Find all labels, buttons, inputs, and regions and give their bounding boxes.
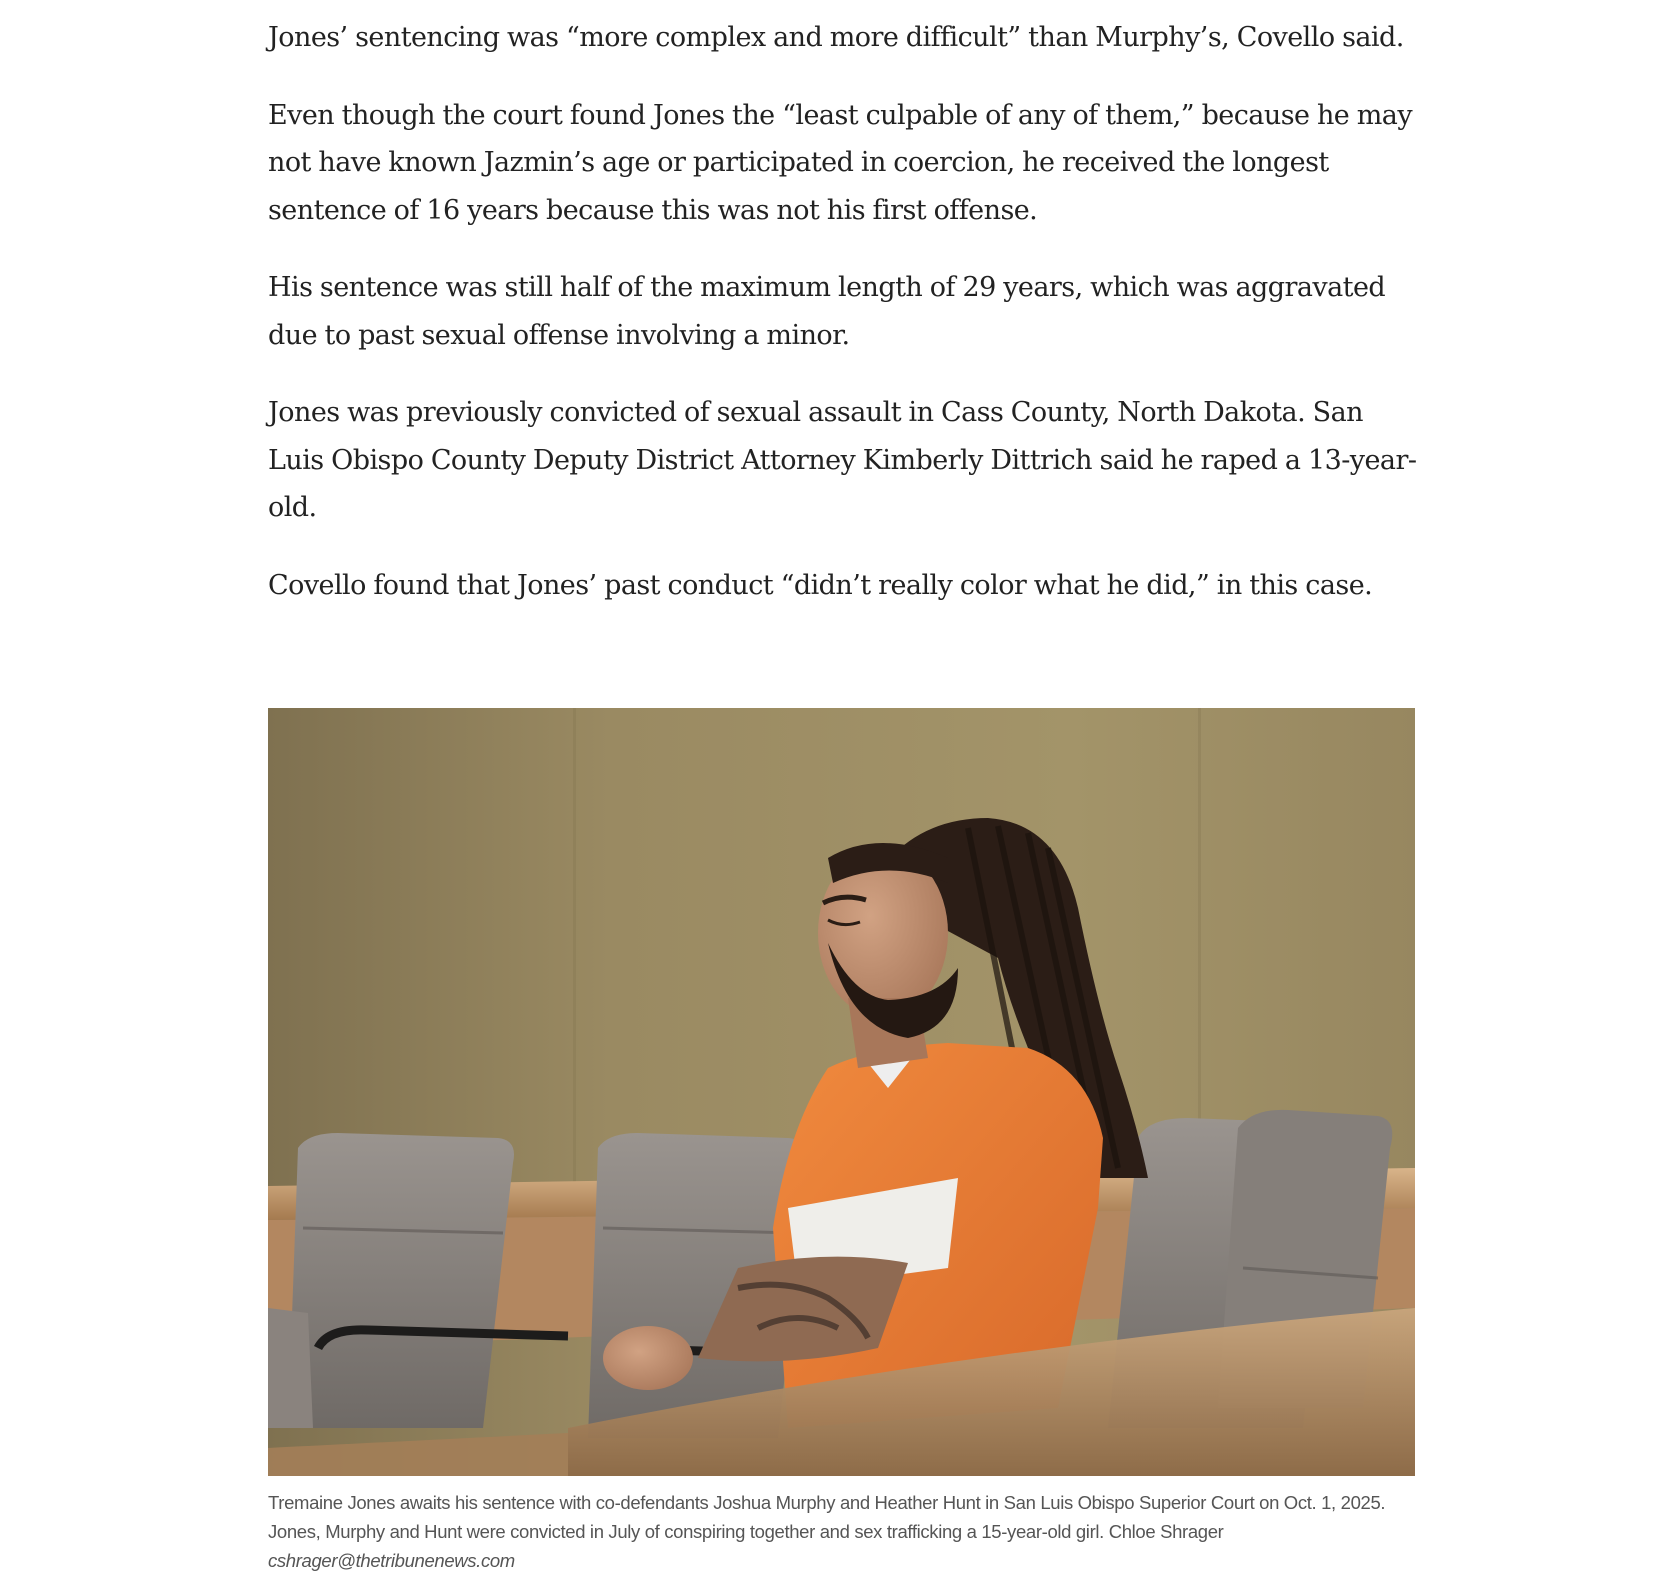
clasped-hands [603, 1326, 693, 1390]
photo-caption [268, 1488, 1393, 1575]
photo-credit-email[interactable]: cshrager@thetribunenews.com [268, 1550, 515, 1571]
article-paragraph: Covello found that Jones’ past conduct “didn’t really color what he did,” in this case. [268, 569, 1373, 601]
courtroom-photo[interactable] [268, 708, 1415, 1476]
article-paragraph: His sentence was still half of the maximum length of 29 years, which was aggravated due to past sexual offense involving a minor. [268, 272, 1386, 351]
article-figure [268, 708, 1415, 1575]
article-body [268, 14, 1418, 609]
chair-back [288, 1133, 514, 1428]
article-paragraph: Even though the court found Jones the “least culpable of any of them,” because he may not have known Jazmin’s age or participated in coercion, he received the longest sentence of 16 years because this was not his first offense. [268, 99, 1413, 226]
caption-text: Tremaine Jones awaits his sentence with co-defendants Joshua Murphy and Heather Hunt in San Luis Obispo Superior Court on Oct. 1, 2025. Jones, Murphy and Hunt were convicted in July of conspiring together and sex trafficking a 15-year-old girl. Chloe [268, 1492, 1386, 1542]
photo-credit-name: Shrager [1160, 1521, 1224, 1542]
wall-seam [573, 708, 576, 1228]
chair-back [268, 1308, 313, 1428]
article-paragraph: Jones was previously convicted of sexual assault in Cass County, North Dakota. San Luis Obispo County Deputy District Attorney Kimberly Dittrich said he raped a 13-year-old. [268, 397, 1417, 523]
article-paragraph: Jones’ sentencing was “more complex and more difficult” than Murphy’s, Covello said. [268, 22, 1404, 53]
